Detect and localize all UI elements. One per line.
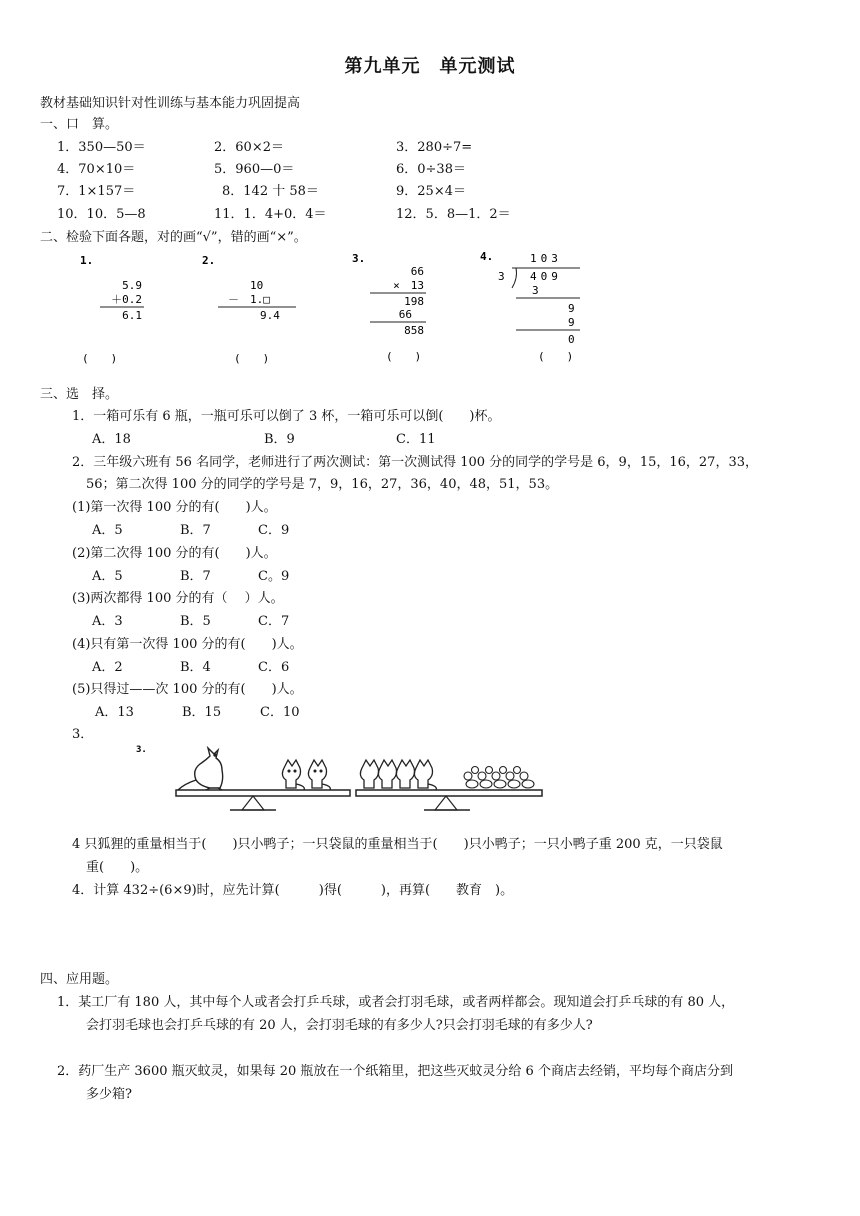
question-2-text: 2．三年级六班有 56 名同学，老师进行了两次测试：第一次测试得 100 分的同学的学号是 6，9，15，16，27，33， <box>72 455 758 470</box>
fox-icon <box>414 760 436 790</box>
calc-row: 66 <box>398 308 412 321</box>
option-c: C．6 <box>258 660 290 675</box>
calc-row: 6.1 <box>122 309 142 322</box>
fox-icon <box>308 760 330 790</box>
fox-icon <box>396 760 414 788</box>
fox-icon <box>360 760 378 788</box>
word-problem-1-cont: 会打羽毛球也会打乒乓球的有 20 人，会打羽毛球的有多少人?只会打羽毛球的有多少人? <box>86 1018 593 1033</box>
right-scale <box>356 760 542 810</box>
problem-number: 2. <box>202 254 216 267</box>
option-b: B．7 <box>180 523 211 538</box>
option-a: A．13 <box>95 705 134 720</box>
duckling-icon <box>464 767 534 789</box>
calc-row: 9.4 <box>260 309 280 322</box>
math-item: 12．5．8—1．2＝ <box>396 207 511 222</box>
option-c: C．9 <box>258 523 290 538</box>
section4-heading: 四、应用题。 <box>40 972 119 987</box>
problem-number: 3. <box>352 252 366 265</box>
subtitle: 教材基础知识针对性训练与基本能力巩固提高 <box>40 96 301 111</box>
question-1-text: 1．一箱可乐有 6 瓶，一瓶可乐可以倒了 3 杯，一箱可乐可以倒( )杯。 <box>72 409 501 424</box>
math-item: 3．280÷7= <box>396 140 473 155</box>
check-problem-2 <box>202 254 296 365</box>
calc-row: 198 <box>404 295 424 308</box>
math-item: 8．142 十 58＝ <box>222 184 319 199</box>
option-a: A．3 <box>92 614 123 629</box>
page-title: 第九单元 单元测试 <box>344 56 516 77</box>
option-b: B．15 <box>182 705 222 720</box>
calc-row: － 1.□ <box>228 293 270 306</box>
left-scale <box>176 748 350 810</box>
answer-blank: ( ) <box>386 350 422 363</box>
option-b: B．5 <box>180 614 211 629</box>
section2-heading: 二、检验下面各题，对的画“√”，错的画“×”。 <box>40 230 307 245</box>
calc-row: 858 <box>404 324 424 337</box>
question-3-label: 3． <box>72 727 94 742</box>
kangaroo-icon <box>178 748 223 790</box>
quotient: 103 <box>530 252 562 265</box>
math-item: 2．60×2＝ <box>214 140 284 155</box>
math-item: 5．960—0＝ <box>214 162 295 177</box>
divisor: 3 <box>498 270 505 283</box>
option-b: B．7 <box>180 569 211 584</box>
section3-heading: 三、选 择。 <box>40 387 119 402</box>
option-b: B．4 <box>180 660 211 675</box>
math-item: 10．10．5—8 <box>57 207 146 222</box>
section1-heading: 一、口 算。 <box>40 117 119 132</box>
math-item: 7．1×157＝ <box>57 184 136 199</box>
word-problem-2-cont: 多少箱? <box>86 1087 132 1102</box>
calc-row: ＋0.2 <box>111 293 142 306</box>
math-item: 9．25×4＝ <box>396 184 466 199</box>
fox-icon <box>378 760 396 788</box>
figure-label: 3. <box>136 745 147 755</box>
answer-blank: ( ) <box>234 352 270 365</box>
question-4-text: 4．计算 432÷(6×9)时，应先计算( )得( )，再算( 教育 )。 <box>72 883 514 898</box>
check-problem-1 <box>80 254 144 365</box>
dividend: 409 <box>530 270 562 283</box>
sub-question-1: (1)第一次得 100 分的有( )人。 <box>72 500 277 515</box>
check-problem-3 <box>352 252 426 363</box>
answer-blank: ( ) <box>82 352 118 365</box>
option-a: A．18 <box>92 432 131 447</box>
question-3-text: 4 只狐狸的重量相当于( )只小鸭子；一只袋鼠的重量相当于( )只小鸭子；一只小鸭子重 200 克，一只袋鼠 <box>72 837 723 852</box>
balance-scale-figure <box>130 740 550 820</box>
calc-row: 66 <box>410 265 424 278</box>
math-item: 1．350—50＝ <box>57 140 146 155</box>
check-problem-4 <box>480 250 580 363</box>
word-problem-1: 1．某工厂有 180 人，其中每个人或者会打乒乓球，或者会打羽毛球，或者两样都会。现知道会打乒乓球的有 80 人， <box>57 995 735 1010</box>
problem-number: 1. <box>80 254 94 267</box>
sub-question-5: (5)只得过——次 100 分的有( )人。 <box>72 682 303 697</box>
math-item: 11．1．4+0．4＝ <box>214 207 327 222</box>
option-c: C．11 <box>396 432 436 447</box>
division-step: 9 <box>568 316 575 329</box>
division-step: 3 <box>532 284 539 297</box>
answer-blank: ( ) <box>538 350 574 363</box>
calc-row: × 13 <box>393 279 424 292</box>
question-2-text-cont: 56；第二次得 100 分的同学的学号是 7，9，16，27，36，40，48，51，53。 <box>86 477 559 492</box>
option-c: C．7 <box>258 614 290 629</box>
verification-figure <box>60 248 620 372</box>
option-c: C．10 <box>260 705 300 720</box>
option-b: B．9 <box>264 432 295 447</box>
problem-number: 4. <box>480 250 494 263</box>
word-problem-2: 2．药厂生产 3600 瓶灭蚊灵，如果每 20 瓶放在一个纸箱里，把这些灭蚊灵分给 6 个商店去经销，平均每个商店分到 <box>57 1064 733 1079</box>
option-a: A．2 <box>92 660 123 675</box>
fox-icon <box>282 760 304 790</box>
math-item: 4．70×10＝ <box>57 162 136 177</box>
question-3-text-cont: 重( )。 <box>86 860 149 875</box>
option-c: C。9 <box>258 569 290 584</box>
math-item: 6．0÷38＝ <box>396 162 466 177</box>
division-step: 9 <box>568 302 575 315</box>
sub-question-4: (4)只有第一次得 100 分的有( )人。 <box>72 637 303 652</box>
calc-row: 5.9 <box>122 279 142 292</box>
option-a: A．5 <box>92 569 123 584</box>
division-step: 0 <box>568 333 575 346</box>
sub-question-3: (3)两次都得 100 分的有（ ）人。 <box>72 591 284 606</box>
sub-question-2: (2)第二次得 100 分的有( )人。 <box>72 546 277 561</box>
option-a: A．5 <box>92 523 123 538</box>
calc-row: 10 <box>250 279 264 292</box>
